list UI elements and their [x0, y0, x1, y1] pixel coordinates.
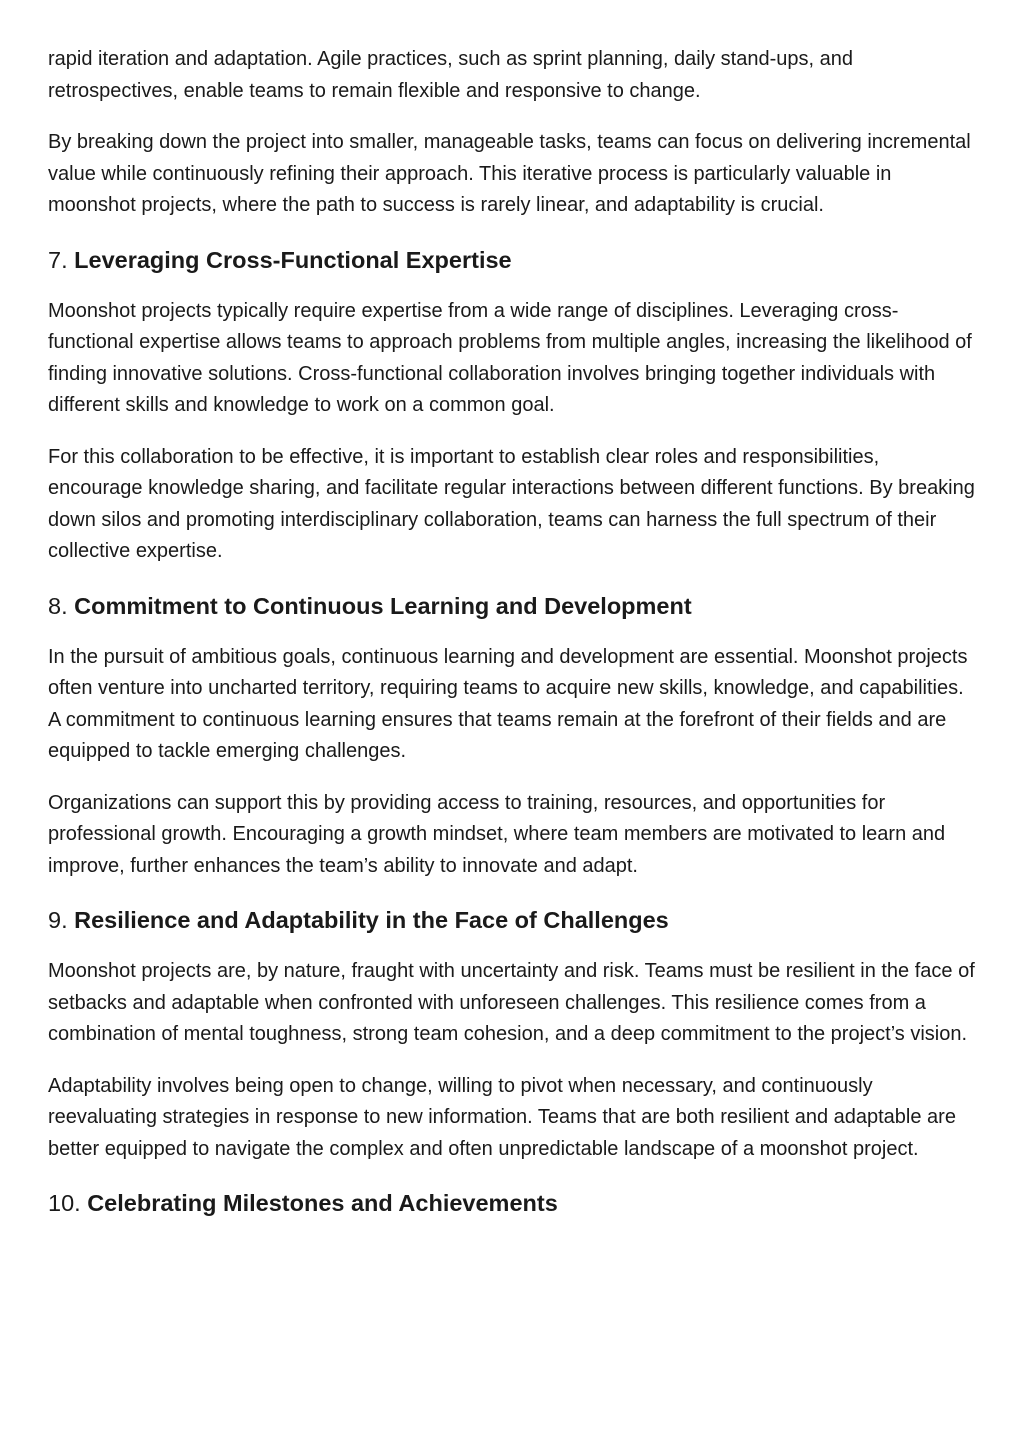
paragraph-continuous-learning: In the pursuit of ambitious goals, continuous learning and development are essential. Moonshot projects often venture into uncharted territory, requiring teams to acquire new skills, knowledge, and capabilities. A commitment to continuous learning ensures that teams remain at the forefront of their fields and are equipped to tackle emerging challenges. — [48, 645, 968, 762]
paragraph-professional-growth: Organizations can support this by providing access to training, resources, and opportunities for professional growth. Encouraging a growth mindset, where team members are motivated to learn and improve, further enhances the team’s ability to innovate and adapt. — [48, 791, 946, 877]
section-title: Resilience and Adaptability in the Face of Challenges — [74, 907, 669, 933]
section-number: 7. — [48, 246, 68, 273]
paragraph-cross-functional: Moonshot projects typically require expertise from a wide range of disciplines. Leveraging cross-functional expertise allows teams to approach problems from multiple angles, increasing the likelihood of finding innovative solutions. Cross-functional collaboration involves bringing together individuals with different skills and knowledge to work on a common goal. — [48, 299, 972, 416]
paragraph-agile-practices: rapid iteration and adaptation. Agile practices, such as sprint planning, daily stand-ups, and retrospectives, enable teams to remain flexible and responsive to change. — [48, 48, 853, 102]
paragraph-collaboration-effective: For this collaboration to be effective, it is important to establish clear roles and responsibilities, encourage knowledge sharing, and facilitate regular interactions between different functions. By breaking down silos and promoting interdisciplinary collaboration, teams can harness the full spectrum of their collective expertise. — [48, 445, 975, 562]
section-number: 10. — [48, 1190, 81, 1216]
section-title: Celebrating Milestones and Achievements — [87, 1190, 558, 1216]
section-heading-7 — [48, 242, 978, 276]
section-heading-10 — [48, 1185, 978, 1219]
section-heading-9 — [48, 902, 978, 936]
paragraph-incremental-value: By breaking down the project into smaller, manageable tasks, teams can focus on delivering incremental value while continuously refining their approach. This iterative process is particularly valuable in moonshot projects, where the path to success is rarely linear, and adaptability is crucial. — [48, 131, 971, 216]
section-heading-8 — [48, 588, 978, 622]
document-page — [48, 44, 978, 1239]
section-number: 8. — [48, 592, 68, 619]
section-title: Leveraging Cross-Functional Expertise — [74, 246, 512, 273]
section-number: 9. — [48, 907, 68, 933]
section-title: Commitment to Continuous Learning and Development — [74, 592, 692, 619]
paragraph-resilience: Moonshot projects are, by nature, fraught with uncertainty and risk. Teams must be resilient in the face of setbacks and adaptable when confronted with unforeseen challenges. This resilience comes from a combination of mental toughness, strong team cohesion, and a deep commitment to the project’s vision. — [48, 960, 975, 1045]
paragraph-adaptability: Adaptability involves being open to change, willing to pivot when necessary, and continuously reevaluating strategies in response to new information. Teams that are both resilient and adaptable are better equipped to navigate the complex and often unpredictable landscape of a moonshot project. — [48, 1074, 956, 1160]
